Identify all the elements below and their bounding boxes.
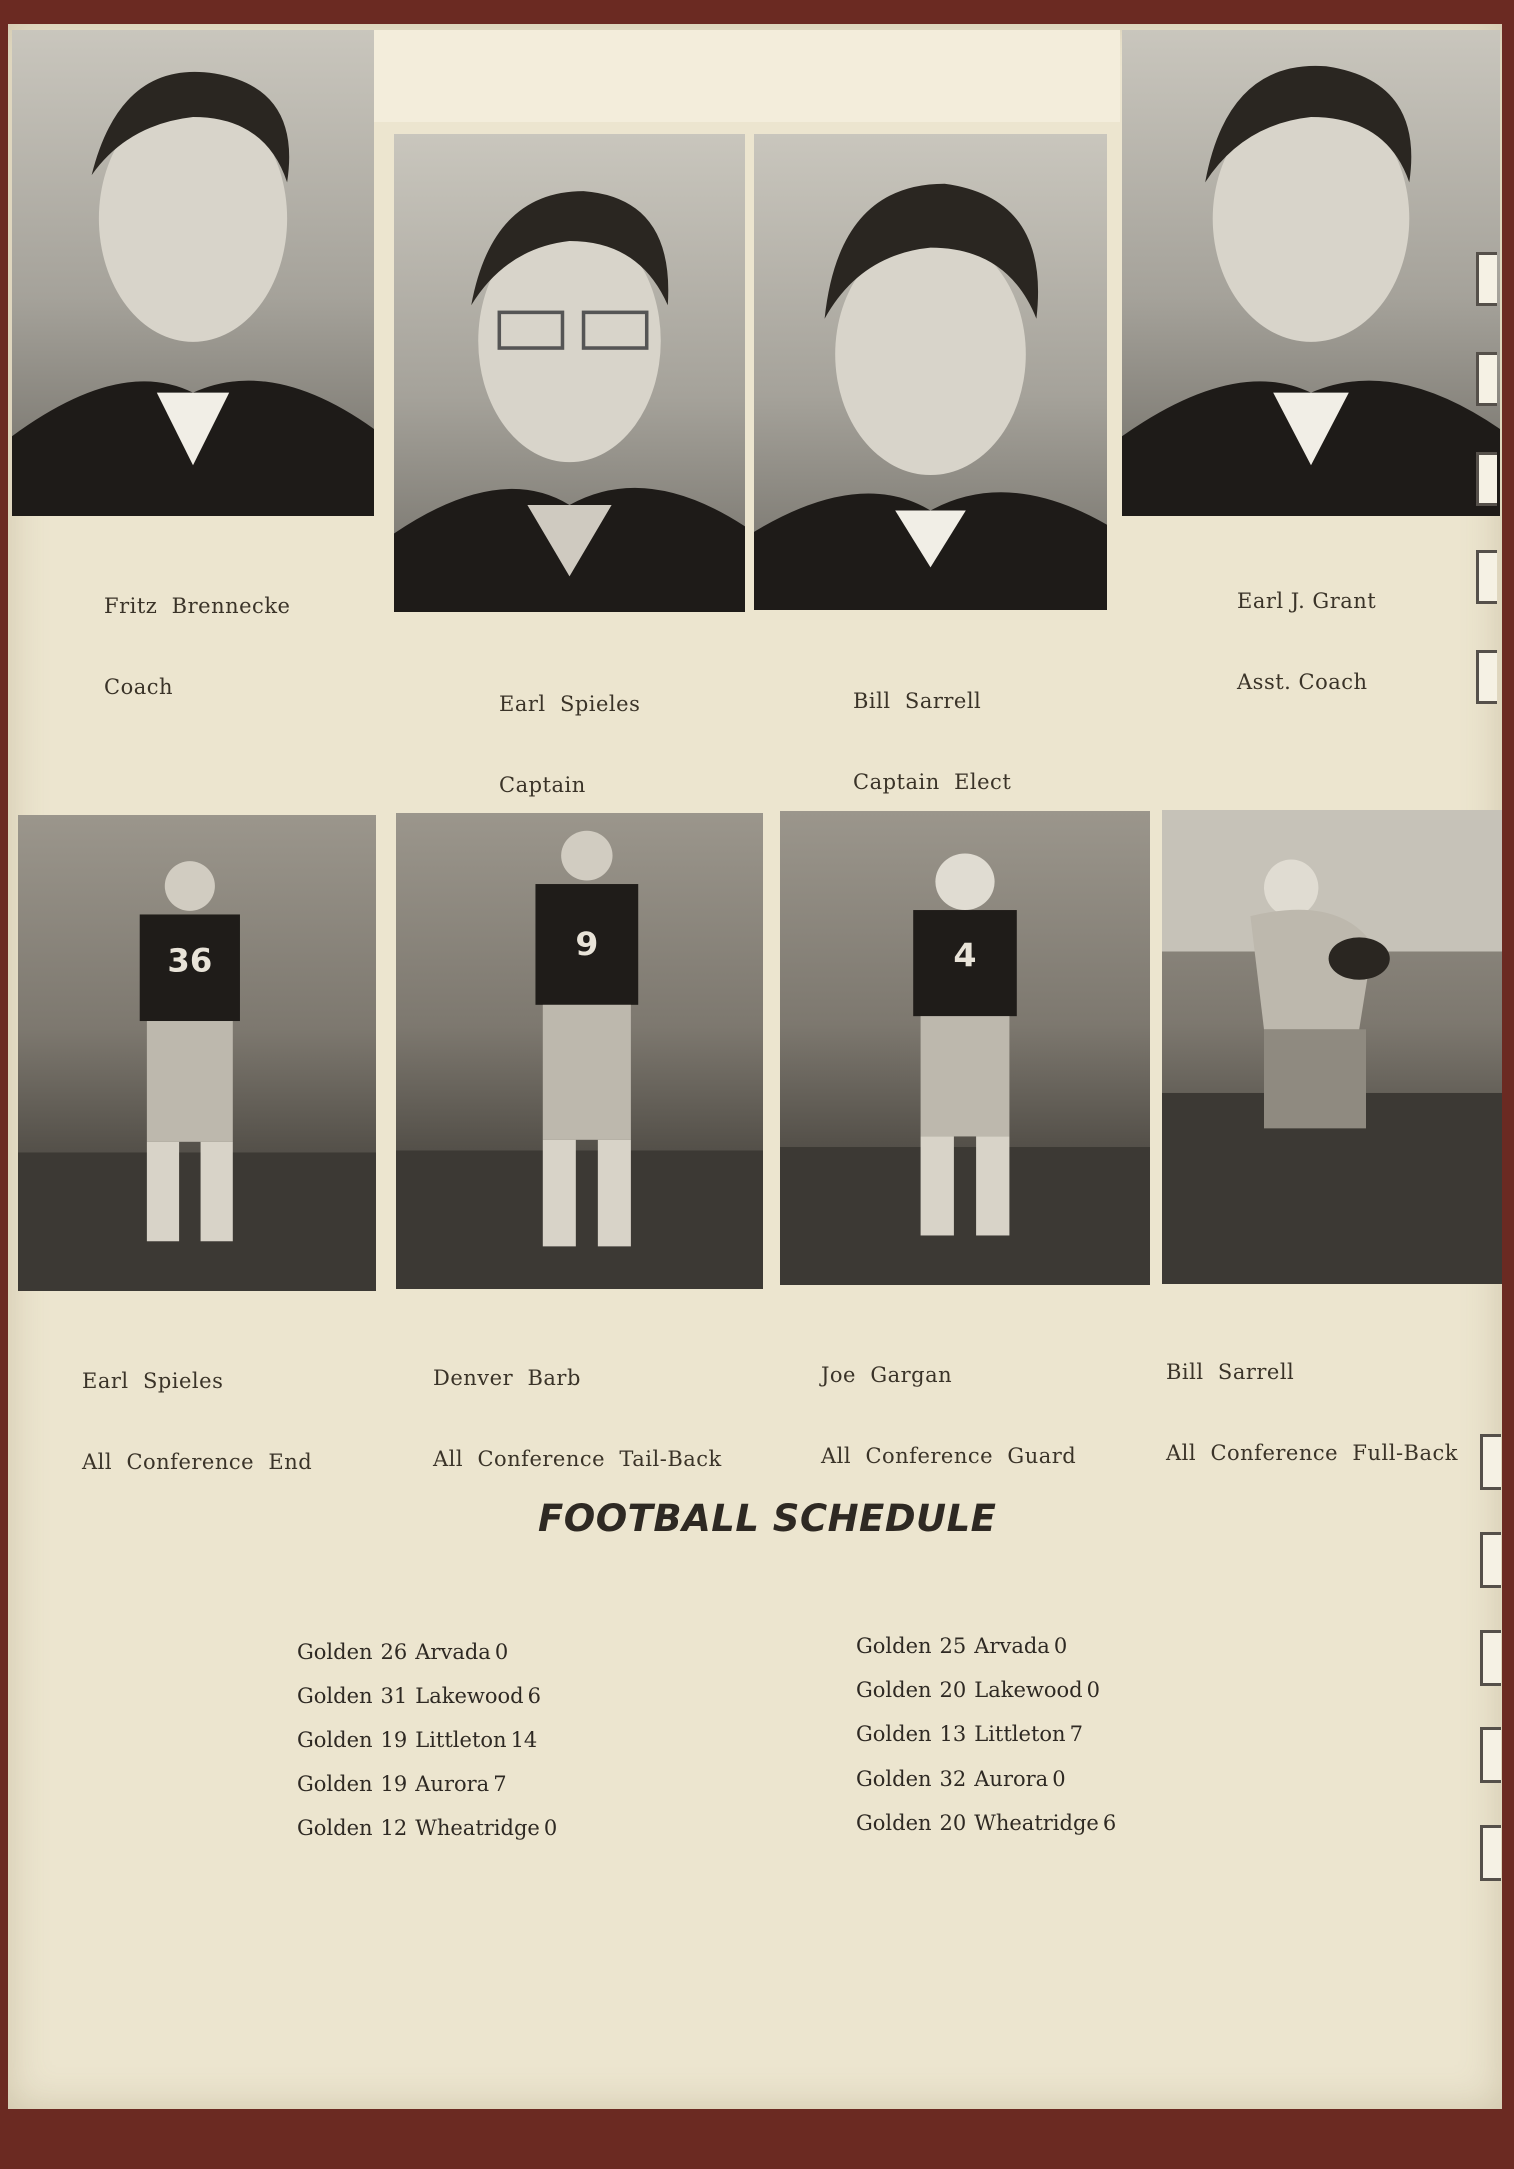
caption-position: All Conference Guard [821, 1444, 1077, 1468]
caption-position: All Conference Full-Back [1166, 1441, 1458, 1465]
team-score: 12 [380, 1816, 408, 1840]
caption-all-conference-end [82, 1314, 312, 1530]
team-name: Golden [297, 1684, 373, 1708]
caption-name: Earl Spieles [499, 692, 641, 716]
team-name: Golden [856, 1634, 932, 1658]
caption-name: Earl Spieles [82, 1369, 224, 1393]
team-score: 19 [380, 1728, 408, 1752]
opponent-name: Littleton [415, 1728, 507, 1752]
team-name: Golden [297, 1772, 373, 1796]
opponent-name: Arvada [974, 1634, 1050, 1658]
caption-name: Fritz Brennecke [104, 594, 291, 618]
binder-tab [1480, 1532, 1501, 1588]
portrait-photo-captain [394, 134, 745, 612]
opponent-name: Aurora [974, 1767, 1049, 1791]
portrait-photo-asst-coach [1122, 30, 1500, 516]
caption-role: Captain [499, 773, 586, 797]
opponent-score: 6 [1102, 1811, 1117, 1835]
caption-name: Joe Gargan [821, 1363, 953, 1387]
binder-tab [1480, 1630, 1501, 1686]
schedule-row [856, 1634, 1067, 1660]
opponent-score: 0 [1086, 1678, 1100, 1702]
opponent-score: 6 [527, 1684, 541, 1708]
opponent-score: 7 [493, 1772, 507, 1796]
team-score: 25 [939, 1634, 967, 1658]
opponent-score: 0 [1053, 1634, 1068, 1658]
opponent-score: 0 [494, 1640, 509, 1664]
opponent-score: 0 [1052, 1767, 1066, 1791]
schedule-row [297, 1728, 537, 1754]
schedule-row [856, 1811, 1116, 1837]
team-name: Golden [297, 1640, 373, 1664]
opponent-name: Wheatridge [415, 1816, 540, 1840]
caption-position: All Conference Tail-Back [433, 1447, 722, 1471]
team-name: Golden [856, 1767, 932, 1791]
jersey-number: 36 [167, 941, 213, 980]
team-name: Golden [856, 1678, 932, 1702]
caption-role: Asst. Coach [1237, 670, 1368, 694]
team-score: 26 [380, 1640, 408, 1664]
caption-name: Denver Barb [433, 1366, 581, 1390]
action-photo-end [18, 815, 376, 1291]
schedule-row [297, 1816, 557, 1842]
schedule-row [297, 1772, 507, 1798]
schedule-row [856, 1767, 1066, 1793]
binder-tab [1480, 1727, 1501, 1783]
team-score: 13 [939, 1722, 967, 1746]
portrait-photo-captain-elect [754, 134, 1107, 610]
team-score: 19 [380, 1772, 408, 1796]
caption-asst-coach [1237, 534, 1376, 750]
action-photo-tailback [396, 813, 763, 1289]
schedule-row [856, 1678, 1100, 1704]
team-name: Golden [856, 1811, 932, 1835]
opponent-score: 0 [543, 1816, 558, 1840]
binder-tab [1480, 1434, 1501, 1490]
action-photo-guard [780, 811, 1150, 1285]
binder-tab [1476, 252, 1497, 306]
header-band [372, 30, 1120, 122]
schedule-row [297, 1640, 508, 1666]
schedule-row [856, 1722, 1083, 1748]
caption-all-conference-fullback [1166, 1305, 1458, 1521]
opponent-name: Wheatridge [974, 1811, 1099, 1835]
action-photo-fullback [1162, 810, 1502, 1284]
caption-name: Bill Sarrell [1166, 1360, 1295, 1384]
opponent-score: 14 [510, 1728, 538, 1752]
portrait-photo-coach [12, 30, 374, 516]
jersey-number: 4 [953, 937, 977, 975]
opponent-score: 7 [1069, 1722, 1083, 1746]
binder-tab [1476, 452, 1497, 506]
schedule-title: FOOTBALL SCHEDULE [538, 1497, 997, 1540]
team-name: Golden [297, 1816, 373, 1840]
binder-tab [1480, 1825, 1501, 1881]
jersey-number: 9 [575, 925, 599, 963]
binder-tab [1476, 650, 1497, 704]
schedule-row [297, 1684, 541, 1710]
opponent-name: Lakewood [974, 1678, 1083, 1702]
team-name: Golden [856, 1722, 932, 1746]
team-name: Golden [297, 1728, 373, 1752]
caption-all-conference-guard [821, 1308, 1076, 1524]
opponent-name: Lakewood [415, 1684, 524, 1708]
caption-name: Bill Sarrell [853, 689, 982, 713]
binder-tab [1476, 352, 1497, 406]
caption-all-conference-tailback [433, 1311, 722, 1527]
opponent-name: Littleton [974, 1722, 1066, 1746]
team-score: 20 [939, 1811, 967, 1835]
opponent-name: Aurora [415, 1772, 490, 1796]
caption-position: All Conference End [82, 1450, 313, 1474]
caption-name: Earl J. Grant [1237, 589, 1377, 613]
binder-tab [1476, 550, 1497, 604]
caption-role: Coach [104, 675, 174, 699]
team-score: 20 [939, 1678, 967, 1702]
team-score: 31 [380, 1684, 408, 1708]
caption-coach [104, 539, 290, 755]
caption-role: Captain Elect [853, 770, 1012, 794]
team-score: 32 [939, 1767, 967, 1791]
opponent-name: Arvada [415, 1640, 491, 1664]
